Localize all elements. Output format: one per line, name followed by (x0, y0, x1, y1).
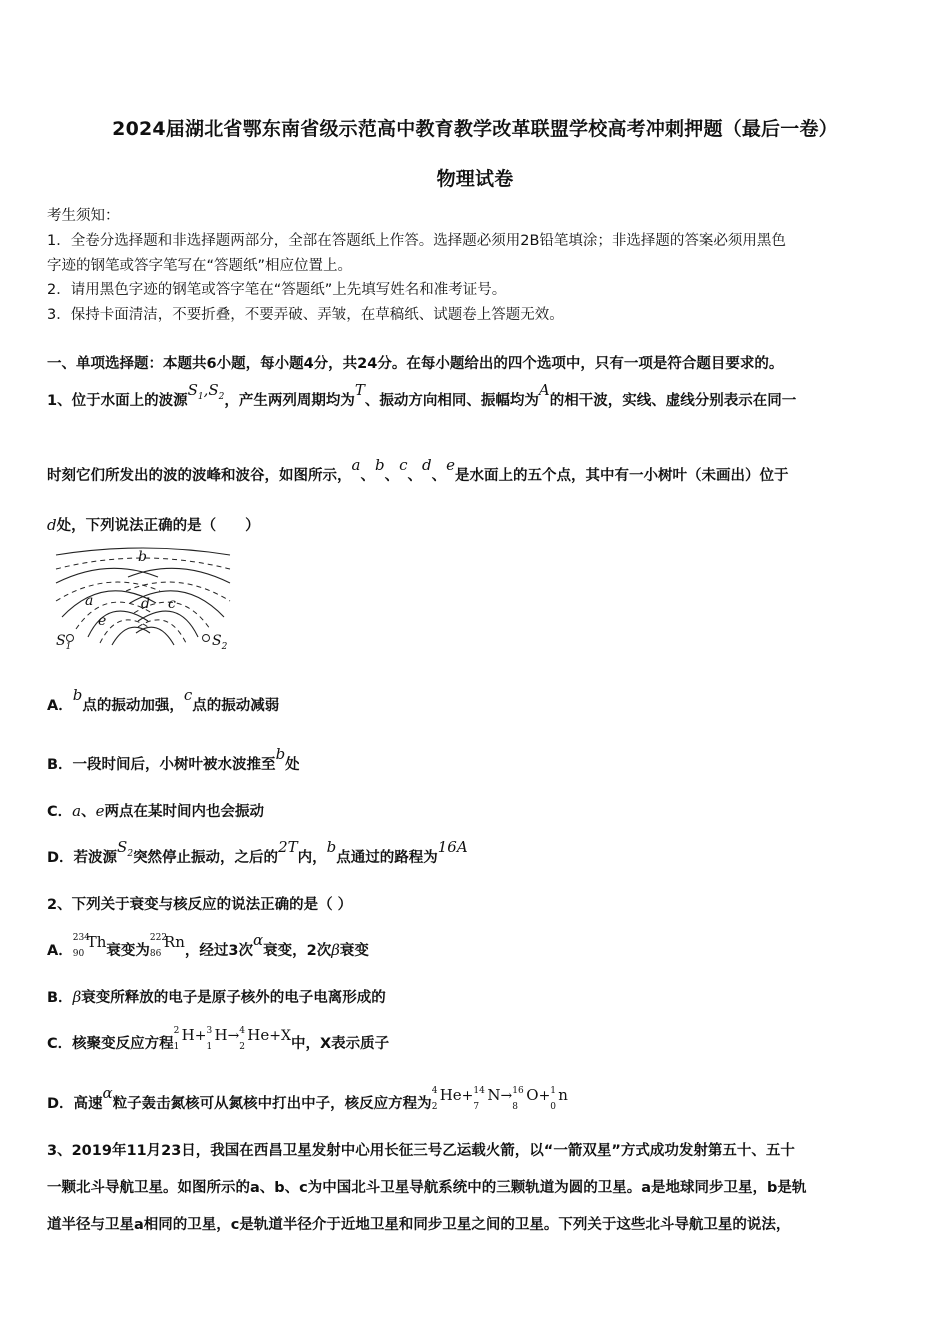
point-d-label: d (141, 596, 150, 612)
notice-item-2: 2．请用黑色字迹的钢笔或答字笔在“答题纸”上先填写姓名和准考证号。 (47, 282, 507, 298)
point-c-label: c (168, 596, 176, 612)
source-s1-label: $S_1$ (56, 633, 72, 652)
point-b-label: b (138, 549, 147, 565)
q1-option-c: C．a、e两点在某时间内也会振动 (47, 802, 264, 820)
q1-stem-line1: 1、位于水面上的波源$S_1,S_2$，产生两列周期均为T、振动方向相同、振幅均为A的相干波，实线、虚线分别表示在同一 (47, 381, 797, 409)
exam-subtitle: 物理试卷 (436, 168, 514, 190)
q3-stem-line2: 一颗北斗导航卫星。如图所示的a、b、c为中国北斗卫星导航系统中的三颗轨道为圆的卫星。a是地球同步卫星，b是轨 (47, 1180, 807, 1196)
source-s2-icon (203, 635, 210, 642)
q1-stem-line3: d处，下列说法正确的是（ ） (47, 516, 260, 534)
exam-title: 2024届湖北省鄂东南省级示范高中教育教学改革联盟学校高考冲刺押题（最后一卷） (112, 118, 838, 140)
q3-stem-line1: 3、2019年11月23日，我国在西昌卫星发射中心用长征三号乙运载火箭，以“一箭双星”方式成功发射第五十、五十 (47, 1143, 795, 1159)
wave-interference-figure (48, 545, 238, 657)
notice-item-1b: 字迹的钢笔或答字笔写在“答题纸”相应位置上。 (47, 258, 353, 274)
q1-option-b: B．一段时间后，小树叶被水波推至b处 (47, 745, 300, 773)
notice-item-3: 3．保持卡面清洁，不要折叠，不要弄破、弄皱，在草稿纸、试题卷上答题无效。 (47, 307, 564, 323)
section-heading: 一、单项选择题：本题共6小题，每小题4分，共24分。在每小题给出的四个选项中，只有一项是符合题目要求的。 (47, 356, 784, 372)
point-e-label: e (98, 613, 107, 629)
q1-option-a: A．b点的振动加强，c点的振动减弱 (47, 686, 280, 714)
q1-stem-line2: 时刻它们所发出的波的波峰和波谷，如图所示，a、b、c、d、e是水面上的五个点，其中有一小树叶（未画出）位于 (47, 456, 789, 484)
q3-stem-line3: 道半径与卫星a相同的卫星，c是轨道半径介于近地卫星和同步卫星之间的卫星。下列关于这些北斗导航卫星的说法， (47, 1217, 791, 1233)
notice-item-1a: 1．全卷分选择题和非选择题两部分，全部在答题纸上作答。选择题必须用2B铅笔填涂；非选择题的答案必须用黑色 (47, 233, 786, 249)
q2-stem: 2、下列关于衰变与核反应的说法正确的是（ ） (47, 897, 353, 913)
point-a-label: a (85, 593, 94, 609)
q2-option-d: D．高速α粒子轰击氮核可从氮核中打出中子，核反应方程为 4 2 He+ 14 7 N→ 16 8 O+ 1 0 n (47, 1084, 568, 1112)
q2-option-a: A． 234 90 Th衰变为 222 86 Rn，经过3次α衰变，2次β衰变 (47, 931, 369, 959)
notice-heading: 考生须知： (47, 208, 120, 224)
q1-option-d: D．若波源$S_2$突然停止振动，之后的2T内，b点通过的路程为16A (47, 838, 468, 866)
source-s2-label: $S_2$ (212, 633, 228, 652)
q2-option-b: B．β衰变所释放的电子是原子核外的电子电离形成的 (47, 988, 386, 1006)
source-s1-icon (67, 635, 74, 642)
q2-option-c: C．核聚变反应方程 2 1 H+ 3 1 H→ 4 2 He+X中，X表示质子 (47, 1026, 390, 1052)
